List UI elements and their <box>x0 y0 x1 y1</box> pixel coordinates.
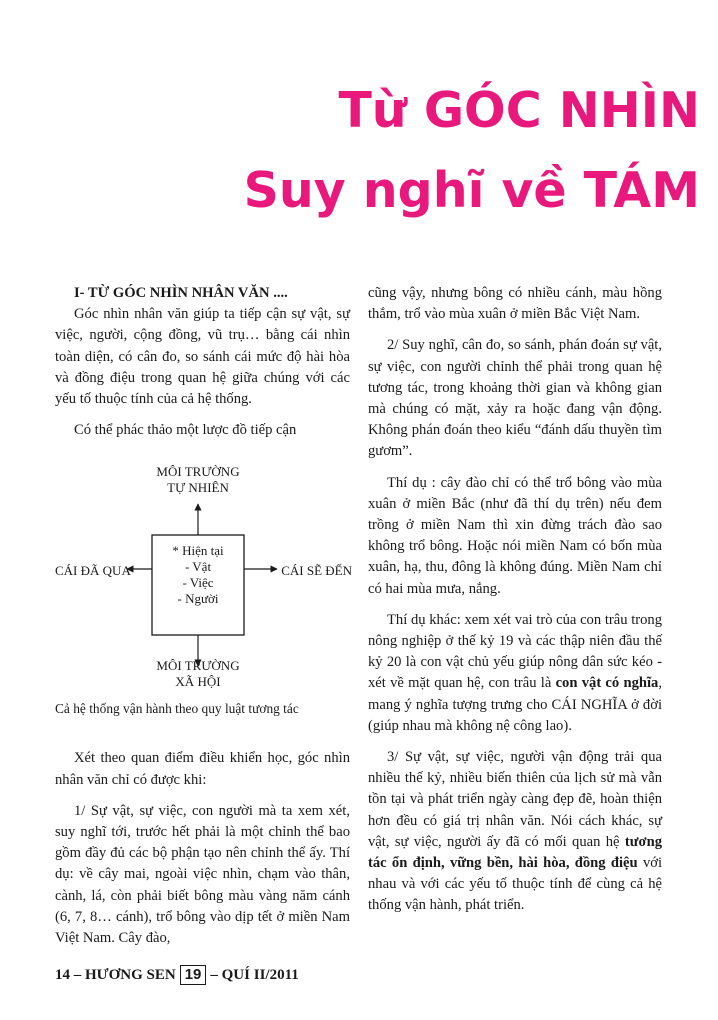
paragraph: 3/ Sự vật, sự việc, người vận động trải qua nhiều thế kỷ, nhiều biến thiên của lịch sử mà vẫn tồn tại và phát triển ngày càng đẹp đẽ, hoàn thiện hơn đều có giá trị nhân văn. Nói cách khác, sự vật, sự việc, người ấy đã có mối quan hệ tương tác ổn định, vững bền, hài hòa, đồng điệu với nhau và với các yếu tố thuộc tính để cùng cả hệ thống vận hành, phát triển. <box>368 749 663 914</box>
issue-number-box: 19 <box>180 965 207 985</box>
bottom-label: MÔI TRƯỜNG XÃ HỘI <box>156 658 240 690</box>
left-label: CÁI ĐÃ QUA <box>55 563 131 579</box>
title-line-2: Suy nghĩ về TÁM <box>243 162 700 219</box>
section-heading: I- TỪ GÓC NHÌN NHÂN VĂN .... <box>74 285 288 301</box>
bold-phrase: tương tác ổn định, vững bền, hài hòa, đồng điệu <box>368 833 662 872</box>
left-column <box>55 283 350 949</box>
paragraph: 2/ Suy nghĩ, cân đo, so sánh, phán đoán sự vật, sự việc, con người chỉnh thể phải trong quan hệ tương tác, trong khoảng thời gian và không gian mà chúng có mặt, xảy ra hoặc đang vận động. Không phán đoán theo kiểu “đánh dấu thuyền tìm gươm”. <box>368 337 662 460</box>
bold-phrase: con vật có nghĩa <box>555 675 659 692</box>
paragraph: Thí dụ : cây đào chỉ có thể trổ bông vào mùa xuân ở miền Bắc (như đã thí dụ trên) nếu đem trồng ở miền Nam thì xin đừng trách đào sao không trổ bông. Hoặc nói miền Nam có bốn mùa xuân, hạ, thu, đông là không đúng. Miền Nam chỉ có hai mùa mưa, nắng. <box>368 474 662 597</box>
footer-suffix: – QUÍ II/2011 <box>210 966 299 983</box>
right-column <box>368 283 662 917</box>
paragraph: Có thể phác thảo một lược đồ tiếp cận <box>74 422 297 439</box>
paragraph: cũng vậy, nhưng bông có nhiều cánh, màu hồng thắm, trổ vào mùa xuân ở miền Bắc Việt Nam. <box>368 285 662 323</box>
page-footer <box>55 965 299 985</box>
title-line-1: Từ GÓC NHÌN <box>338 82 700 139</box>
footer-prefix: 14 – HƯƠNG SEN <box>55 966 176 983</box>
center-label: * Hiện tại - Vật - Việc - Người <box>172 543 224 607</box>
paragraph: Thí dụ khác: xem xét vai trò của con trâu trong nông nghiệp ở thế kỷ 19 và các thập niên đầu thế kỷ 20 là con vật chủ yếu giúp nông dân sức kéo - xét về mặt quan hệ, con trâu là con vật có nghĩa, mang ý nghĩa tượng trưng cho CÁI NGHĨA ở đời (giúp nhau mà không nệ công lao). <box>368 611 662 734</box>
top-label: MÔI TRƯỜNG TỰ NHIÊN <box>156 464 240 496</box>
paragraph: Góc nhìn nhân văn giúp ta tiếp cận sự vật, sự việc, người, cộng đồng, vũ trụ… bằng cái nhìn toàn diện, có cân đo, so sánh cái mức độ hài hòa và đồng điệu trong quan hệ giữa chúng với các yếu tố thuộc tính của cả hệ thống. <box>55 306 350 408</box>
paragraph: 1/ Sự vật, sự việc, con người mà ta xem xét, suy nghĩ tới, trước hết phải là một chỉnh thể bao gồm đầy đủ các bộ phận tạo nên chỉnh thể ấy. Thí dụ: về cây mai, ngoài việc nhìn, chạm vào thân, cành, lá, còn phải biết bông màu vàng năm cánh (6, 7, 8… cánh), trổ bông vào dịp tết ở miền Nam Việt Nam. Cây đào, <box>55 802 350 947</box>
paragraph: Xét theo quan điểm điều khiển học, góc nhìn nhân văn chỉ có được khi: <box>55 750 350 788</box>
system-diagram <box>55 457 350 692</box>
diagram-caption: Cả hệ thống vận hành theo quy luật tương tác <box>55 701 299 717</box>
right-label: CÁI SẼ ĐẾN <box>281 563 352 579</box>
